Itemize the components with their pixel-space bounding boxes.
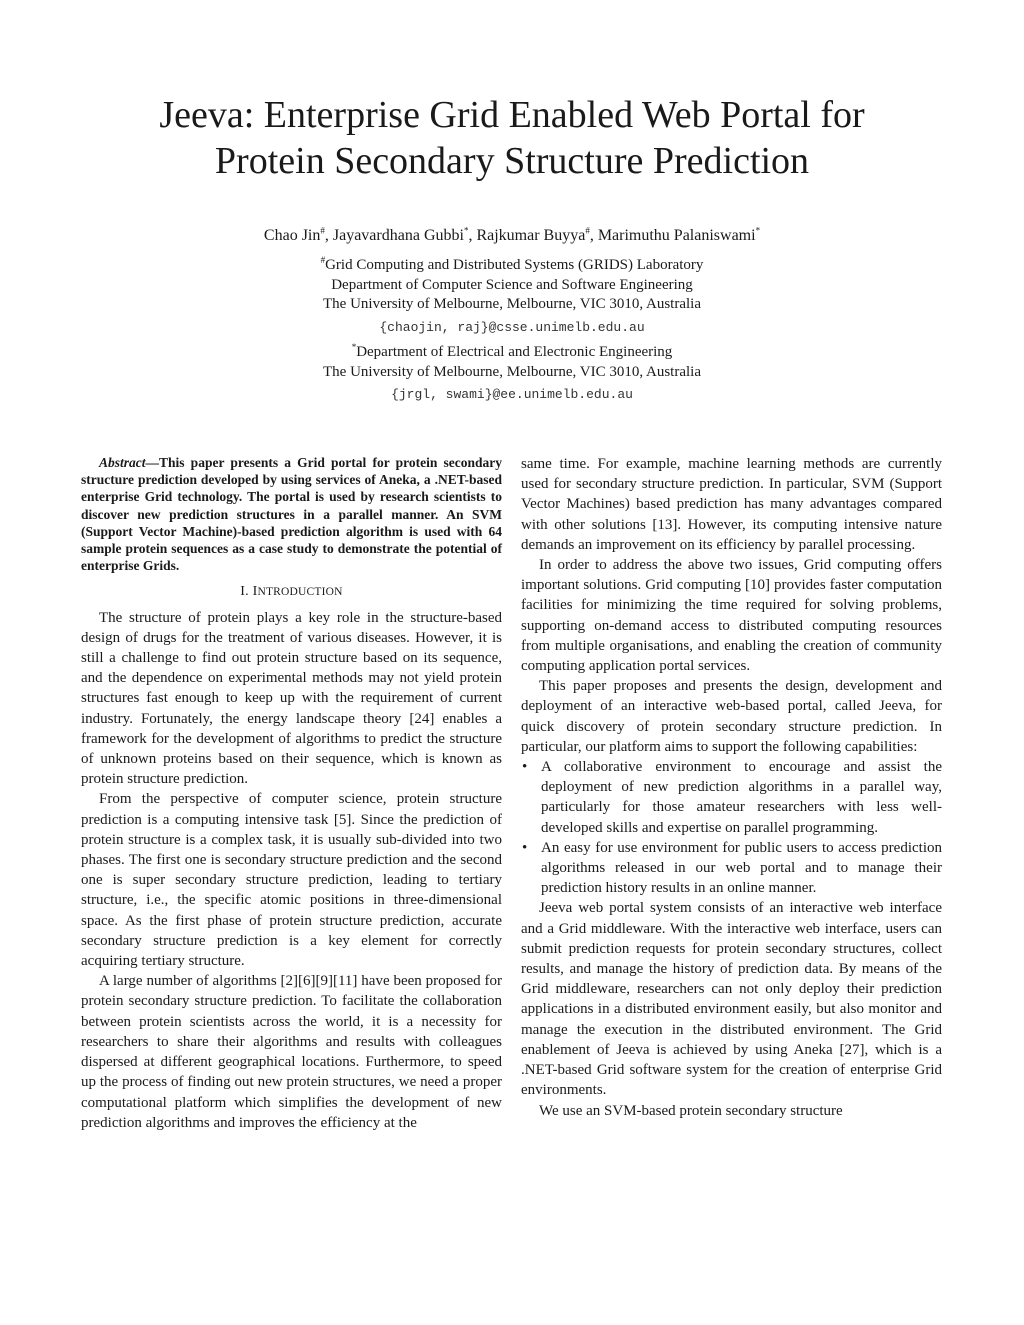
body-paragraph: same time. For example, machine learning methods are currently used for secondary structure prediction. In particular, SVM (Support Vector Machines) based prediction has many advantages compared with other solutions [13]. However, its computing intensive nature demands an improvement on its efficiency by parallel processing.: [521, 456, 942, 553]
capabilities-list: [521, 757, 942, 898]
author-name: Jayavardhana Gubbi: [332, 227, 464, 244]
body-paragraph: In order to address the above two issues, Grid computing offers important solutions. Grid computing [10] provides faster computation facilities for minimizing the time required for solving problems, supporting on-demand access to distributed computing resources from multiple organisations, and enabling the creation of community computing application portal services.: [521, 557, 942, 675]
author-name: Marimuthu Palaniswami: [597, 227, 756, 244]
author-name: Chao Jin: [263, 227, 321, 244]
paper-title: [60, 92, 964, 184]
affiliation-university: The University of Melbourne, Melbourne, VIC 3010, Australia: [323, 363, 701, 380]
author-list: Chao Jin#, Jayavardhana Gubbi*, Rajkumar Buyya#, Marimuthu Palaniswami*: [263, 225, 761, 244]
body-paragraph: Jeeva web portal system consists of an interactive web interface and a Grid middleware. With the interactive web interface, users can submit prediction requests for protein secondary structures, collect results, and manage the history of prediction data. By means of the Grid middleware, researchers can not only deploy their prediction applications in a distributed environment easily, but also monitor and manage the execution in the distributed environment. The Grid enablement of Jeeva is achieved by using Aneka [27], which is a .NET-based Grid software system for the creation of enterprise Grid environments.: [521, 900, 942, 1099]
affiliation-department: Department of Computer Science and Software Engineering: [331, 276, 693, 293]
body-paragraph: From the perspective of computer science, protein structure prediction is a computing intensive task [5]. Since the prediction of protein structure is a complex task, it is usually sub-divided into two phases. The first one is secondary structure prediction and the second one is super secondary structure prediction, leading to tertiary structure, i.e., the specific atomic positions in three-dimensional space. As the first phase of protein structure prediction, accurate secondary structure prediction is a key element for correctly acquiring tertiary structure.: [81, 791, 502, 970]
abstract-text: —This paper presents a Grid portal for protein secondary structure prediction developed by using services of Aneka, a .NET-based enterprise Grid technology. The portal is used by research scientists to discover new prediction structures in a parallel manner. An SVM (Support Vector Machine)-based prediction algorithm is used with 64 sample protein sequences as a case study to demonstrate the potential of enterprise Grids.: [81, 455, 502, 574]
affiliation-block-2: [60, 343, 964, 405]
title-line-2: Protein Secondary Structure Prediction: [214, 140, 810, 182]
right-column: [521, 454, 942, 1121]
left-column: [81, 454, 502, 1133]
affiliation-mark: *: [755, 225, 761, 236]
affiliation-mark: *: [351, 342, 357, 352]
author-name: Rajkumar Buyya: [476, 227, 586, 244]
affiliation-block-1: [60, 256, 964, 337]
affiliation-lab: Grid Computing and Distributed Systems (GRIDS) Laboratory: [325, 257, 704, 273]
body-paragraph: We use an SVM-based protein secondary structure: [539, 1102, 843, 1119]
title-line-1: Jeeva: Enterprise Grid Enabled Web Portal for: [159, 94, 865, 136]
body-paragraph: This paper proposes and presents the design, development and deployment of an interactive web-based portal, called Jeeva, for quick discovery of protein secondary structure prediction. In particular, our platform aims to support the following capabilities:: [521, 678, 942, 755]
affiliation-university: The University of Melbourne, Melbourne, VIC 3010, Australia: [323, 296, 701, 312]
section-heading-introduction: [81, 582, 502, 602]
list-item: • A collaborative environment to encourage and assist the deployment of new prediction algorithms in a parallel way, particularly for those amateur researchers with less well-developed skills and expertise on parallel programming.: [522, 759, 942, 836]
affiliation-mark: #: [320, 225, 325, 236]
abstract-label: Abstract: [99, 455, 146, 470]
author-email: {jrgl, swami}@ee.unimelb.edu.au: [391, 387, 633, 402]
abstract: [81, 454, 502, 574]
body-paragraph: The structure of protein plays a key role in the structure-based design of drugs for the treatment of various diseases. However, it is still a challenge to find out protein structure based on its sequence, and the dependence on experimental methods may not yield protein structures fast enough to keep up with the requirement of current industry. Fortunately, the energy landscape theory [24] enables a framework for the development of algorithms to predict the structure of unknown proteins based on their sequence, which is known as protein structure prediction.: [81, 609, 502, 788]
affiliation-mark: #: [585, 225, 590, 236]
author-email: {chaojin, raj}@csse.unimelb.edu.au: [379, 319, 645, 335]
body-paragraph: A large number of algorithms [2][6][9][11] have been proposed for protein secondary structure prediction. To facilitate the collaboration between protein scientists across the world, it is a necessity for researchers to share their algorithms and results with colleagues dispersed at different geographical locations. Furthermore, to speed up the process of finding out new protein structures, we need a proper computational platform which simplifies the development of new prediction algorithms and improves the efficiency at the: [81, 973, 502, 1131]
section-number: I.: [240, 584, 249, 600]
bullet-icon: •: [522, 759, 528, 776]
affiliation-mark: *: [463, 225, 469, 236]
affiliation-mark: #: [320, 255, 326, 265]
list-item: • An easy for use environment for public users to access prediction algorithms released in our web portal and to manage their prediction history results in an online manner.: [522, 839, 942, 897]
section-title: INTRODUCTION: [252, 584, 343, 600]
affiliation-department: Department of Electrical and Electronic Engineering: [356, 344, 673, 360]
bullet-icon: •: [522, 839, 528, 856]
